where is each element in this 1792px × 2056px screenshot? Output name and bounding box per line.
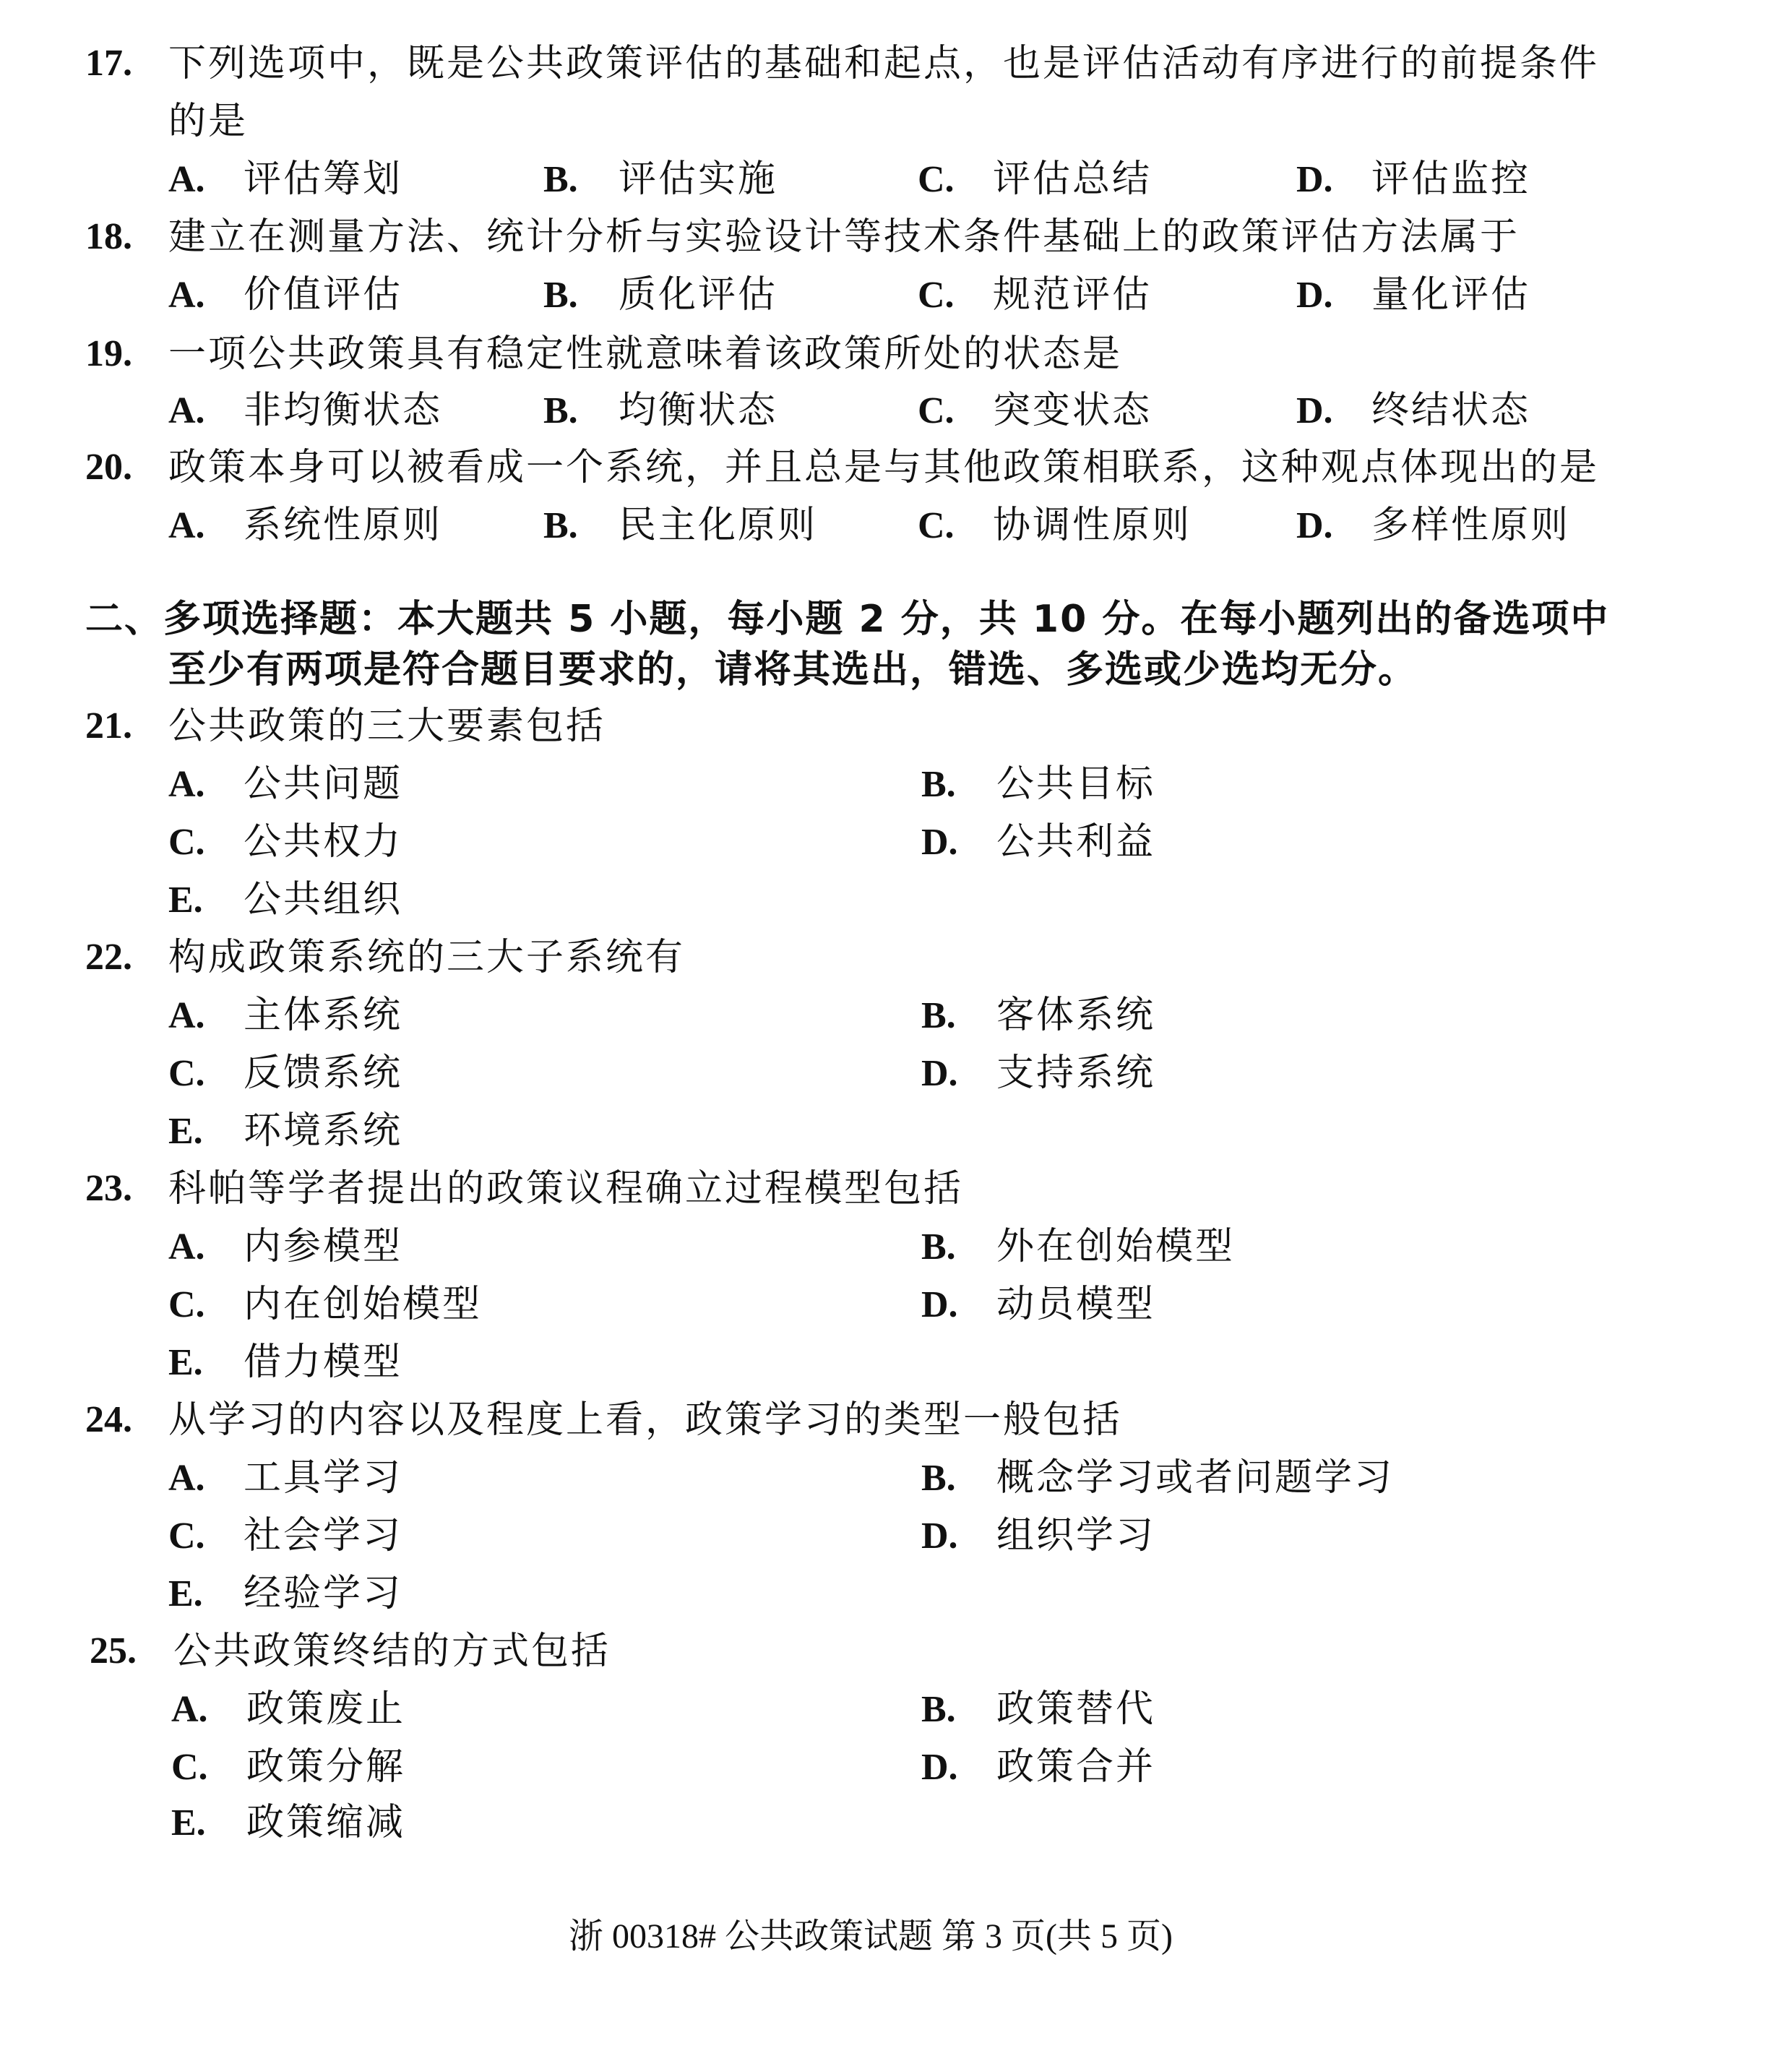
option-text: 多样性原则: [1371, 504, 1571, 547]
option-d[interactable]: [921, 1738, 1155, 1797]
option-d[interactable]: [1296, 150, 1530, 209]
option-e[interactable]: [168, 1333, 402, 1392]
option-text: 评估总结: [993, 158, 1153, 201]
option-label: A.: [168, 275, 205, 316]
option-text: 经验学习: [244, 1572, 403, 1615]
option-label: E.: [168, 1573, 203, 1614]
option-a[interactable]: [168, 150, 402, 209]
option-c[interactable]: [168, 1507, 402, 1565]
options-row-e: [0, 1102, 1792, 1160]
option-label: B.: [543, 505, 578, 546]
option-label: A.: [168, 390, 205, 431]
question-number: 23.: [85, 1168, 132, 1209]
option-text: 工具学习: [244, 1456, 403, 1500]
option-d[interactable]: [921, 1276, 1155, 1334]
option-text: 协调性原则: [993, 504, 1192, 547]
option-text: 终结状态: [1371, 389, 1531, 432]
option-label: C.: [918, 275, 955, 316]
question-25-stem: [0, 1622, 1792, 1680]
option-b[interactable]: [921, 986, 1155, 1045]
options-row-cd: [0, 813, 1792, 871]
option-c[interactable]: [168, 813, 402, 872]
option-b[interactable]: [543, 496, 817, 555]
option-text: 非均衡状态: [244, 389, 443, 432]
option-d[interactable]: [921, 813, 1155, 872]
option-e[interactable]: [171, 1794, 405, 1852]
option-text: 政策替代: [996, 1687, 1156, 1731]
option-text: 量化评估: [1371, 273, 1531, 317]
option-text: 概念学习或者问题学习: [996, 1456, 1395, 1500]
option-label: D.: [921, 1284, 958, 1325]
option-text: 评估监控: [1371, 158, 1531, 201]
option-label: D.: [1296, 275, 1333, 316]
option-c[interactable]: [168, 1276, 482, 1334]
question-text: 一项公共政策具有稳定性就意味着该政策所处的状态是: [168, 332, 1123, 376]
options-row-ab: [0, 1218, 1792, 1276]
option-label: A.: [168, 995, 205, 1036]
option-label: A.: [168, 159, 205, 200]
option-label: E.: [168, 879, 203, 921]
question-number: 25.: [90, 1630, 137, 1672]
question-text: 公共政策的三大要素包括: [168, 705, 606, 748]
question-24-stem: [0, 1391, 1792, 1449]
option-d[interactable]: [921, 1507, 1155, 1565]
question-22-stem: [0, 929, 1792, 986]
options-row-ab: [0, 755, 1792, 813]
question-20-stem: [0, 439, 1792, 496]
option-d[interactable]: [921, 1044, 1155, 1103]
option-e[interactable]: [168, 871, 402, 929]
option-a[interactable]: [168, 986, 402, 1045]
option-label: D.: [921, 1515, 958, 1557]
option-label: D.: [921, 1747, 958, 1788]
question-20-options: [0, 496, 1792, 554]
option-text: 系统性原则: [244, 504, 443, 547]
option-c[interactable]: [918, 382, 1152, 440]
section-instructions-line2: 至少有两项是符合题目要求的，请将其选出，错选、多选或少选均无分。: [168, 648, 1418, 692]
question-17-stem: [0, 35, 1792, 93]
option-text: 社会学习: [244, 1514, 403, 1557]
question-text: 从学习的内容以及程度上看，政策学习的类型一般包括: [168, 1398, 1123, 1442]
option-label: D.: [921, 1053, 958, 1094]
options-row-ab: [0, 986, 1792, 1044]
option-text: 均衡状态: [619, 389, 778, 432]
option-text: 民主化原则: [619, 504, 818, 547]
option-label: C.: [918, 159, 955, 200]
option-label: E.: [168, 1111, 203, 1152]
option-label: C.: [168, 1284, 205, 1325]
option-text: 评估实施: [619, 158, 778, 201]
option-b[interactable]: [921, 1218, 1235, 1276]
option-text: 公共问题: [244, 762, 403, 806]
option-label: B.: [543, 390, 578, 431]
option-c[interactable]: [918, 266, 1152, 324]
option-label: B.: [921, 995, 956, 1036]
question-number: 20.: [85, 447, 132, 488]
option-b[interactable]: [543, 266, 777, 324]
option-text: 政策分解: [246, 1745, 406, 1789]
question-number: 21.: [85, 705, 132, 747]
option-label: C.: [168, 822, 205, 863]
option-label: A.: [168, 1226, 205, 1268]
option-text: 环境系统: [244, 1109, 403, 1153]
option-a[interactable]: [168, 382, 442, 440]
options-row-e: [0, 1565, 1792, 1622]
option-label: A.: [168, 764, 205, 805]
option-text: 反馈系统: [244, 1051, 403, 1095]
option-text: 内在创始模型: [244, 1283, 483, 1326]
option-text: 借力模型: [244, 1341, 403, 1384]
option-text: 动员模型: [996, 1283, 1156, 1326]
option-c[interactable]: [918, 496, 1192, 555]
option-label: B.: [921, 1226, 956, 1268]
option-label: B.: [921, 764, 956, 805]
option-a[interactable]: [168, 266, 402, 324]
option-text: 政策废止: [246, 1687, 406, 1731]
option-label: D.: [921, 822, 958, 863]
option-text: 公共权力: [244, 820, 403, 864]
option-text: 公共利益: [996, 820, 1156, 864]
options-row-ab: [0, 1449, 1792, 1507]
question-18-stem: [0, 208, 1792, 266]
question-19-stem: [0, 325, 1792, 383]
option-label: C.: [918, 390, 955, 431]
option-b[interactable]: [543, 150, 777, 209]
options-row-e: [0, 871, 1792, 929]
options-row-cd: [0, 1044, 1792, 1102]
option-b[interactable]: [921, 755, 1155, 814]
option-a[interactable]: [168, 1449, 402, 1507]
option-text: 组织学习: [996, 1514, 1156, 1557]
option-text: 规范评估: [993, 273, 1153, 317]
option-a[interactable]: [168, 755, 402, 814]
option-a[interactable]: [171, 1680, 405, 1739]
option-label: C.: [918, 505, 955, 546]
option-label: B.: [921, 1458, 956, 1499]
option-c[interactable]: [168, 1044, 402, 1103]
option-label: E.: [171, 1802, 206, 1844]
option-d[interactable]: [1296, 382, 1530, 440]
option-e[interactable]: [168, 1565, 402, 1623]
option-a[interactable]: [168, 1218, 402, 1276]
question-number: 24.: [85, 1399, 132, 1440]
options-row-e: [0, 1794, 1792, 1851]
option-text: 外在创始模型: [996, 1225, 1236, 1268]
section-instructions-line1: 二、多项选择题：本大题共 5 小题，每小题 2 分，共 10 分。在每小题列出的备选项中: [85, 598, 1610, 641]
option-b[interactable]: [543, 382, 777, 440]
options-row-cd: [0, 1738, 1792, 1796]
option-text: 价值评估: [244, 273, 403, 317]
option-b[interactable]: [921, 1449, 1394, 1507]
option-label: B.: [921, 1689, 956, 1730]
option-label: E.: [168, 1342, 203, 1383]
option-e[interactable]: [168, 1102, 402, 1161]
option-label: D.: [1296, 159, 1333, 200]
question-number: 19.: [85, 333, 132, 374]
question-text: 下列选项中，既是公共政策评估的基础和起点，也是评估活动有序进行的前提条件: [168, 42, 1600, 85]
question-text: 建立在测量方法、统计分析与实验设计等技术条件基础上的政策评估方法属于: [168, 215, 1520, 259]
question-text: 科帕等学者提出的政策议程确立过程模型包括: [168, 1167, 964, 1210]
option-text: 质化评估: [619, 273, 778, 317]
option-text: 公共目标: [996, 762, 1156, 806]
option-label: D.: [1296, 390, 1333, 431]
option-b[interactable]: [921, 1680, 1155, 1739]
question-text: 构成政策系统的三大子系统有: [168, 936, 686, 979]
page-footer: 浙 00318# 公共政策试题 第 3 页(共 5 页): [569, 1917, 1173, 1956]
option-label: D.: [1296, 505, 1333, 546]
option-label: C.: [171, 1747, 208, 1788]
question-number: 18.: [85, 216, 132, 257]
option-label: A.: [168, 505, 205, 546]
option-text: 突变状态: [993, 389, 1153, 432]
option-text: 政策合并: [996, 1745, 1156, 1789]
option-c[interactable]: [918, 150, 1152, 209]
question-18-options: [0, 266, 1792, 324]
option-label: C.: [168, 1053, 205, 1094]
question-19-options: [0, 382, 1792, 439]
question-23-stem: [0, 1160, 1792, 1218]
question-17-options: [0, 150, 1792, 208]
option-c[interactable]: [171, 1738, 405, 1797]
option-label: C.: [168, 1515, 205, 1557]
option-label: B.: [543, 275, 578, 316]
option-text: 政策缩减: [246, 1801, 406, 1844]
options-row-ab: [0, 1680, 1792, 1738]
option-text: 评估筹划: [244, 158, 403, 201]
question-17-stem-continued: [0, 93, 1792, 150]
option-text: 主体系统: [244, 994, 403, 1037]
question-number: 17.: [85, 43, 132, 84]
options-row-cd: [0, 1276, 1792, 1333]
option-d[interactable]: [1296, 496, 1570, 555]
option-label: B.: [543, 159, 578, 200]
question-21-stem: [0, 697, 1792, 755]
option-d[interactable]: [1296, 266, 1530, 324]
option-text: 公共组织: [244, 878, 403, 921]
option-a[interactable]: [168, 496, 442, 555]
option-label: A.: [171, 1689, 208, 1730]
question-text-continued: 的是: [168, 100, 249, 143]
question-text: 公共政策终结的方式包括: [173, 1630, 611, 1673]
option-label: A.: [168, 1458, 205, 1499]
options-row-e: [0, 1333, 1792, 1391]
options-row-cd: [0, 1507, 1792, 1565]
option-text: 内参模型: [244, 1225, 403, 1268]
option-text: 支持系统: [996, 1051, 1156, 1095]
question-number: 22.: [85, 937, 132, 978]
question-text: 政策本身可以被看成一个系统，并且总是与其他政策相联系，这种观点体现出的是: [168, 446, 1600, 489]
option-text: 客体系统: [996, 994, 1156, 1037]
